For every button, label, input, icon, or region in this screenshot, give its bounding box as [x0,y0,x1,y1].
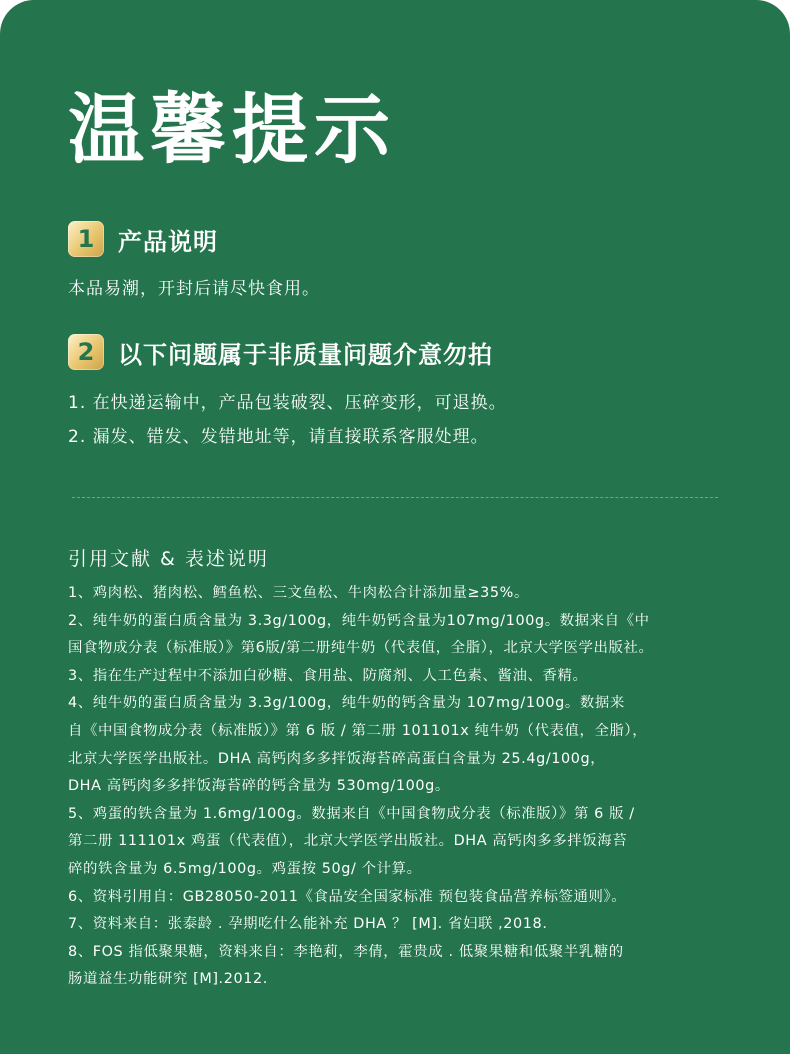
reference-line: 2、纯牛奶的蛋白质含量为 3.3g/100g，纯牛奶钙含量为107mg/100g。数据来自《中 [68,612,650,629]
section-2-line-2: 2. 漏发、错发、发错地址等，请直接联系客服处理。 [68,427,489,447]
section-2-heading: 以下问题属于非质量问题介意勿拍 [118,340,493,369]
section-number-badge: 2 [68,334,104,370]
dashed-divider [72,497,718,498]
section-2-line-1: 1. 在快递运输中，产品包装破裂、压碎变形，可退换。 [68,393,507,413]
reference-line: 8、FOS 指低聚果糖，资料来自：李艳莉，李倩，霍贵成 . 低聚果糖和低聚半乳糖的 [68,943,624,960]
reference-line: 3、指在生产过程中不添加白砂糖、食用盐、防腐剂、人工色素、酱油、香精。 [68,667,588,684]
references-list [68,580,728,994]
reference-line: 国食物成分表（标准版）》第6版/第二册纯牛奶（代表值，全脂），北京大学医学出版社。 [68,640,654,657]
page-title: 温馨提示 [68,85,396,174]
section-1-header [68,221,218,257]
reference-line: 自《中国食物成分表（标准版）》第 6 版 / 第二册 101101x 纯牛奶（代表值，全脂）， [68,722,648,739]
reference-line: 北京大学医学出版社。DHA 高钙肉多多拌饭海苔碎高蛋白含量为 25.4g/100g， [68,750,606,767]
reference-line: DHA 高钙肉多多拌饭海苔碎的钙含量为 530mg/100g。 [68,778,450,795]
reference-line: 1、鸡肉松、猪肉松、鳕鱼松、三文鱼松、牛肉松合计添加量≥35%。 [68,585,529,601]
section-1-heading: 产品说明 [118,227,218,256]
section-2-header [68,334,493,370]
reference-line: 4、纯牛奶的蛋白质含量为 3.3g/100g，纯牛奶的钙含量为 107mg/100g。数据来 [68,695,625,712]
section-number-badge: 1 [68,221,104,257]
reference-line: 碎的铁含量为 6.5mg/100g。鸡蛋按 50g/ 个计算。 [68,860,422,877]
section-1-text: 本品易潮，开封后请尽快食用。 [68,279,320,299]
reference-line: 5、鸡蛋的铁含量为 1.6mg/100g。数据来自《中国食物成分表（标准版）》第 6 版 / [68,805,635,822]
reference-line: 6、资料引用自：GB28050-2011《食品安全国家标准 预包装食品营养标签通则》。 [68,888,627,905]
reference-line: 7、资料来自：张泰龄 . 孕期吃什么能补充 DHA ？ [M]. 省妇联 ,2018. [68,916,548,933]
references-title: 引用文献 & 表述说明 [68,548,269,570]
reference-line: 肠道益生功能研究 [M].2012. [68,971,268,988]
reference-line: 第二册 111101x 鸡蛋（代表值），北京大学医学出版社。DHA 高钙肉多多拌饭海苔 [68,833,628,850]
